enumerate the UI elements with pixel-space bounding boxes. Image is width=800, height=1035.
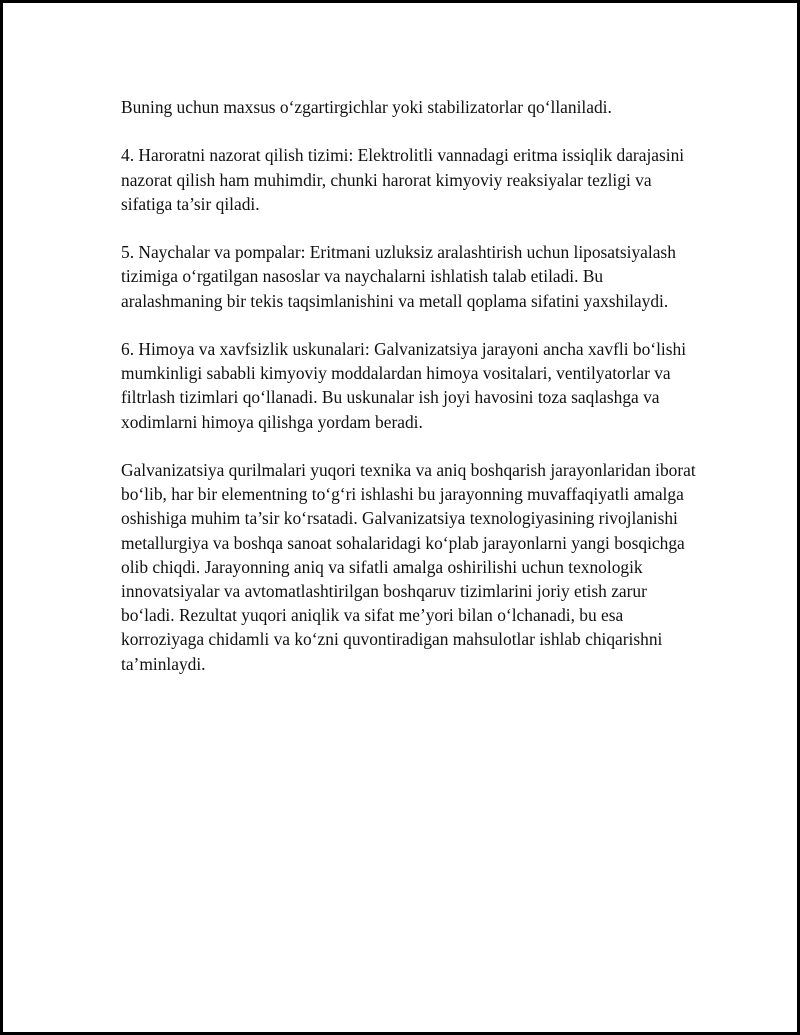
paragraph-stabilizers: Buning uchun maxsus o‘zgartirgichlar yoki stabilizatorlar qo‘llaniladi. — [121, 97, 612, 117]
paragraph-temperature-control: 4. Haroratni nazorat qilish tizimi: Elektrolitli vannadagi eritma issiqlik darajasini nazorat qilish ham muhimdir, chunki harorat kimyoviy reaksiyalar tezligi va sifatiga ta’sir qiladi. — [121, 145, 685, 214]
paragraph-pipes-and-pumps: 5. Naychalar va pompalar: Eritmani uzluksiz aralashtirish uchun liposatsiyalash tizimiga o‘rgatilgan nasoslar va naychalarni ishlatish talab etiladi. Bu aralashmaning bir tekis taqsimlanishini va metall qoplama sifatini yaxshilaydi. — [121, 242, 676, 311]
paragraph-conclusion: Galvanizatsiya qurilmalari yuqori texnika va aniq boshqarish jarayonlaridan iborat bo‘lib, har bir elementning to‘g‘ri ishlashi bu jarayonning muvaffaqiyatli amalga oshishiga muhim ta’sir ko‘rsatadi. Galvanizatsiya texnologiyasining rivojlanishi metallurgiya va boshqa sanoat sohalaridagi ko‘plab jarayonlarni yangi bosqichga olib chiqdi. Jarayonning aniq va sifatli amalga oshirilishi uchun texnologik innovatsiyalar va avtomatlashtirilgan boshqaruv tizimlarini joriy etish zarur bo‘ladi. Rezultat yuqori aniqlik va sifat me’yori bilan o‘lchanadi, bu esa korroziyaga chidamli va ko‘zni quvontiradigan mahsulotlar ishlab chiqarishni ta’minlaydi. — [121, 459, 696, 674]
document-body — [121, 95, 701, 700]
paragraph-safety-equipment: 6. Himoya va xavfsizlik uskunalari: Galvanizatsiya jarayoni ancha xavfli bo‘lishi mumkinligi sababli kimyoviy moddalardan himoya vositalari, ventilyatorlar va filtrlash tizimlari qo‘llanadi. Bu uskunalar ish joyi havosini toza saqlashga va xodimlarni himoya qilishga yordam beradi. — [121, 338, 687, 432]
